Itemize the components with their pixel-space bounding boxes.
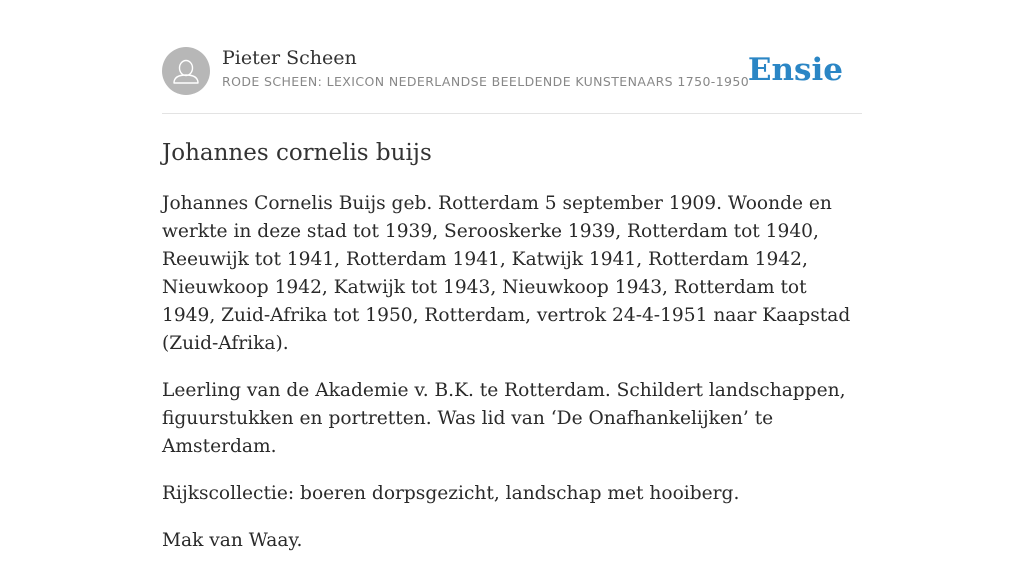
author-avatar[interactable]	[162, 47, 210, 95]
article-paragraph: Johannes Cornelis Buijs geb. Rotterdam 5 september 1909. Woonde en werkte in deze stad tot 1939, Serooskerke 1939, Rotterdam tot 1940, Reeuwijk tot 1941, Rotterdam 1941, Katwijk 1941, Rotterdam 1942, Nieuwkoop 1942, Katwijk tot 1943, Nieuwkoop 1943, Rotterdam tot 1949, Zuid-Afrika tot 1950, Rotterdam, vertrok 24-4-1951 naar Kaapstad (Zuid-Afrika).	[162, 193, 851, 354]
article-body	[162, 190, 862, 574]
page-title: Johannes cornelis buijs	[162, 140, 432, 166]
user-icon	[162, 47, 210, 95]
author-name[interactable]: Pieter Scheen	[222, 47, 357, 69]
article-paragraph: Leerling van de Akademie v. B.K. te Rotterdam. Schildert landschappen, figuurstukken en portretten. Was lid van ‘De Onafhankelijken’ te Amsterdam.	[162, 380, 846, 457]
article-header	[162, 46, 862, 96]
article-paragraph: Rijkscollectie: boeren dorpsgezicht, landschap met hooiberg.	[162, 483, 740, 504]
source-title[interactable]: RODE SCHEEN: LEXICON NEDERLANDSE BEELDENDE KUNSTENAARS 1750-1950	[222, 74, 750, 89]
header-divider	[162, 113, 862, 114]
article-paragraph: Mak van Waay.	[162, 530, 303, 551]
ensie-logo[interactable]: Ensie	[747, 52, 843, 88]
